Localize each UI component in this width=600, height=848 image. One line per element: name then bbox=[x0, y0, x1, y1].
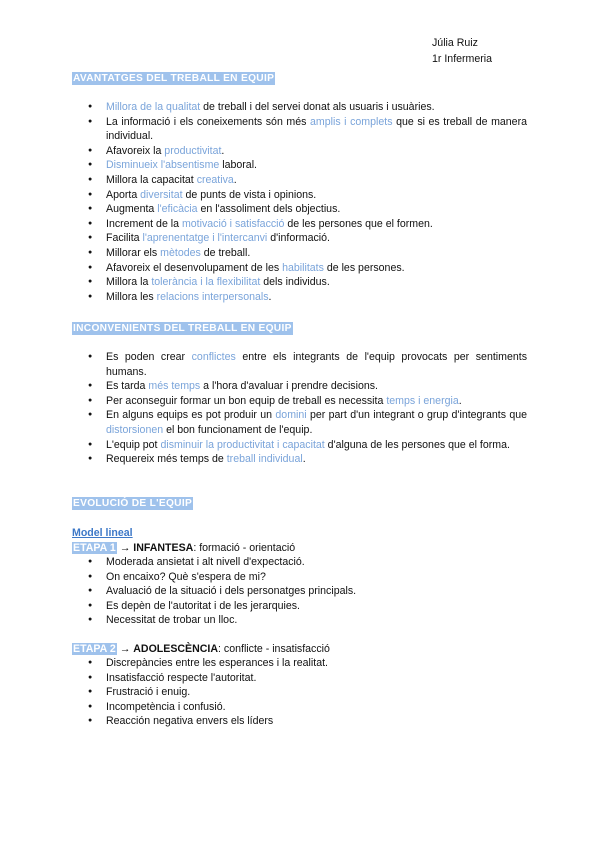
list-item bbox=[72, 275, 527, 290]
item-text: Increment de la bbox=[106, 217, 182, 230]
item-text: . bbox=[221, 144, 225, 157]
list-item bbox=[72, 261, 527, 276]
list-item bbox=[72, 379, 527, 394]
advantages-list bbox=[72, 100, 527, 304]
stage-2-title bbox=[72, 642, 330, 656]
item-text: que si es treball de manera individual. bbox=[106, 115, 527, 143]
item-text: dels individus. bbox=[260, 276, 330, 289]
list-item bbox=[72, 158, 527, 173]
highlight-text: temps i energia bbox=[386, 394, 459, 407]
item-text: En alguns equips es pot produir un bbox=[106, 409, 276, 422]
highlight-text: domini bbox=[275, 409, 307, 422]
highlight-text: Millora de la qualitat bbox=[106, 101, 201, 113]
highlight-text: creativa bbox=[196, 173, 234, 186]
author-course: 1r Infermeria bbox=[432, 53, 493, 65]
item-text: . bbox=[302, 453, 306, 466]
list-item: ● Avaluació de la situació i dels personatges principals. bbox=[72, 584, 527, 599]
highlight-text: diversitat bbox=[140, 188, 183, 201]
item-text: Millora les bbox=[106, 290, 157, 303]
stage-2-tag: ETAPA 2 bbox=[73, 643, 116, 655]
list-item bbox=[72, 100, 527, 115]
stage-1-tag: ETAPA 1 bbox=[73, 542, 116, 554]
item-text: Millora la bbox=[106, 276, 152, 289]
list-item bbox=[72, 202, 527, 217]
item-text: entre els integrants de l'equip provocats per sentiments humans. bbox=[106, 351, 527, 378]
list-item: ● Moderada ansietat i alt nivell d'expectació. bbox=[72, 555, 527, 570]
item-text: Requereix més temps de bbox=[106, 453, 227, 466]
highlight-text: distorsionen bbox=[106, 423, 164, 436]
stage-2-arrow: → bbox=[116, 643, 134, 655]
section-heading-advantages: AVANTATGES DEL TREBALL EN EQUIP bbox=[73, 73, 275, 84]
disadvantages-list bbox=[72, 350, 527, 467]
item-text: a l'hora d'avaluar i prendre decisions. bbox=[200, 380, 378, 393]
section-heading-disadvantages: INCONVENIENTS DEL TREBALL EN EQUIP bbox=[73, 323, 292, 334]
highlight-text: treball individual bbox=[226, 453, 303, 466]
item-text: Augmenta bbox=[106, 203, 158, 216]
list-item bbox=[72, 144, 527, 159]
item-text: . bbox=[268, 290, 272, 303]
item-text: d'alguna de les persones que el forma. bbox=[324, 438, 510, 451]
highlight-text: Disminueix l'absentisme bbox=[106, 159, 220, 172]
model-title: Model lineal bbox=[72, 527, 133, 539]
section-heading-evolution: EVOLUCIÓ DE L'EQUIP bbox=[73, 498, 193, 509]
item-text: Es poden crear bbox=[106, 351, 192, 363]
list-item bbox=[72, 115, 527, 144]
stage-1-name: INFANTESA bbox=[133, 542, 194, 554]
item-text: Afavoreix la bbox=[106, 144, 165, 157]
list-item: ● Reacción negativa envers els líders bbox=[72, 714, 527, 729]
highlight-text: l'aprenentatge i l'intercanvi bbox=[142, 232, 268, 245]
stage-1-arrow: → bbox=[116, 542, 134, 554]
list-item: ● On encaixo? Què s'espera de mi? bbox=[72, 570, 527, 585]
list-item: ● Discrepàncies entre les esperances i la realitat. bbox=[72, 656, 527, 671]
highlight-text: mètodes bbox=[160, 246, 201, 259]
list-item: ● Frustració i enuig. bbox=[72, 685, 527, 700]
author-block bbox=[432, 35, 492, 67]
highlight-text: amplis i complets bbox=[310, 115, 393, 128]
list-item bbox=[72, 173, 527, 188]
highlight-text: més temps bbox=[148, 380, 201, 393]
highlight-text: productivitat bbox=[164, 144, 222, 157]
item-text: laboral. bbox=[219, 159, 258, 172]
item-text: de treball i del servei donat als usuaris i usuàries. bbox=[200, 101, 435, 113]
highlight-text: relacions interpersonals bbox=[156, 290, 269, 303]
highlight-text: conflictes bbox=[191, 351, 236, 363]
item-text: L'equip pot bbox=[106, 438, 161, 451]
list-item bbox=[72, 188, 527, 203]
item-text: de punts de vista i opinions. bbox=[182, 188, 317, 201]
item-text: Millora la capacitat bbox=[106, 173, 197, 186]
item-text: per part d'un integrant o grup d'integrants que bbox=[306, 409, 527, 422]
author-name: Júlia Ruiz bbox=[432, 37, 478, 49]
list-item bbox=[72, 394, 527, 409]
highlight-text: motivació i satisfacció bbox=[181, 217, 285, 230]
highlight-text: disminuir la productivitat i capacitat bbox=[160, 438, 325, 451]
item-text: La informació i els coneixements són més bbox=[106, 115, 310, 128]
item-text: de les persones. bbox=[323, 261, 405, 274]
stage-1-title bbox=[72, 541, 295, 555]
list-item bbox=[72, 408, 527, 437]
list-item bbox=[72, 231, 527, 246]
item-text: . bbox=[233, 173, 237, 186]
item-text: Es tarda bbox=[106, 380, 149, 393]
list-item: ● Insatisfacció respecte l'autoritat. bbox=[72, 671, 527, 686]
stage-2-list bbox=[72, 656, 527, 729]
highlight-text: tolerància i la flexibilitat bbox=[151, 276, 261, 289]
list-item: ● Incompetència i confusió. bbox=[72, 700, 527, 715]
list-item: ● Necessitat de trobar un lloc. bbox=[72, 613, 527, 628]
list-item bbox=[72, 452, 527, 467]
list-item bbox=[72, 246, 527, 261]
highlight-text: habilitats bbox=[282, 261, 324, 274]
item-text: Millorar els bbox=[106, 246, 161, 259]
stage-2-name: ADOLESCÈNCIA bbox=[133, 643, 219, 655]
highlight-text: l'eficàcia bbox=[157, 203, 198, 216]
list-item bbox=[72, 438, 527, 453]
stage-1-list bbox=[72, 555, 527, 628]
list-item bbox=[72, 217, 527, 232]
item-text: Afavoreix el desenvolupament de les bbox=[106, 261, 283, 274]
stage-2-desc: : conflicte - insatisfacció bbox=[218, 643, 330, 655]
item-text: . bbox=[458, 394, 462, 407]
list-item: ● Es depèn de l'autoritat i de les jerarquies. bbox=[72, 599, 527, 614]
item-text: de les persones que el formen. bbox=[284, 217, 433, 230]
item-text: el bon funcionament de l'equip. bbox=[163, 423, 313, 436]
list-item bbox=[72, 290, 527, 305]
item-text: d'informació. bbox=[267, 232, 330, 245]
item-text: de treball. bbox=[200, 246, 251, 259]
item-text: Facilita bbox=[106, 232, 143, 245]
item-text: Per aconseguir formar un bon equip de treball es necessita bbox=[106, 394, 387, 407]
stage-1-desc: : formació - orientació bbox=[193, 542, 296, 554]
item-text: Aporta bbox=[106, 188, 141, 201]
list-item bbox=[72, 350, 527, 379]
item-text: en l'assoliment dels objectius. bbox=[197, 203, 341, 216]
